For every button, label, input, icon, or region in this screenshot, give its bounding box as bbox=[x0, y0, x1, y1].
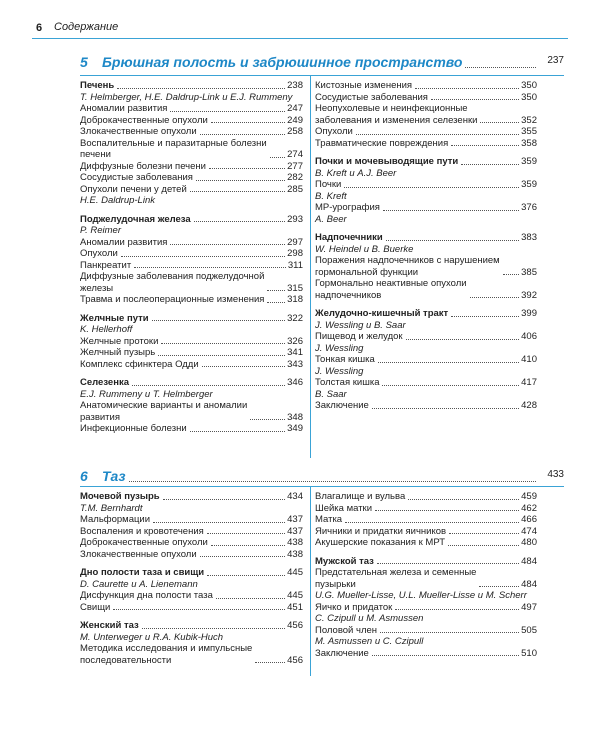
toc-entry-page: 352 bbox=[521, 114, 537, 126]
toc-entry-title: Заключение bbox=[315, 647, 369, 659]
toc-entry[interactable] bbox=[80, 237, 303, 249]
toc-entry[interactable] bbox=[80, 400, 303, 423]
toc-entry-title: Свищи bbox=[80, 601, 111, 613]
toc-entry-title: Инфекционные болезни bbox=[80, 423, 187, 434]
leader-dots bbox=[207, 533, 285, 534]
toc-entry-title: Дисфункция дна полости таза bbox=[80, 590, 213, 601]
toc-entry[interactable] bbox=[80, 126, 303, 138]
page-number: 6 bbox=[36, 22, 43, 34]
toc-entry-page: 484 bbox=[521, 578, 537, 590]
section-heading bbox=[52, 468, 564, 486]
toc-entry[interactable] bbox=[80, 271, 303, 294]
leader-dots bbox=[415, 88, 519, 89]
toc-entry-page: 359 bbox=[521, 156, 537, 167]
toc-entry-title: Анатомические варианты и аномалии развития bbox=[80, 400, 248, 423]
toc-entry[interactable] bbox=[80, 138, 303, 161]
toc-entry-page: 451 bbox=[287, 601, 303, 613]
toc-entry-page: 277 bbox=[287, 160, 303, 172]
leader-dots bbox=[161, 343, 285, 344]
toc-entry-title: Доброкачественные опухоли bbox=[80, 537, 208, 548]
spacer bbox=[315, 149, 537, 156]
toc-entry-page: 315 bbox=[287, 282, 303, 294]
toc-entry[interactable] bbox=[315, 377, 537, 389]
toc-entry-page: 462 bbox=[521, 502, 537, 514]
leader-dots bbox=[255, 662, 285, 663]
toc-chapter-entry[interactable] bbox=[80, 80, 303, 92]
toc-entry[interactable] bbox=[80, 549, 303, 561]
leader-dots bbox=[406, 339, 520, 340]
toc-entry-title: Заключение bbox=[315, 400, 369, 411]
leader-dots bbox=[372, 408, 519, 409]
toc-entry[interactable] bbox=[80, 359, 303, 371]
toc-entry-page: 445 bbox=[287, 567, 303, 578]
leader-dots bbox=[121, 256, 285, 257]
leader-dots bbox=[451, 145, 519, 146]
toc-entry[interactable] bbox=[315, 255, 537, 278]
toc-entry[interactable] bbox=[315, 126, 537, 138]
leader-dots bbox=[448, 545, 519, 546]
leader-dots bbox=[480, 122, 519, 123]
toc-chapter-entry[interactable] bbox=[80, 491, 303, 503]
toc-entry-page: 343 bbox=[287, 358, 303, 370]
toc-entry-page: 358 bbox=[521, 137, 537, 149]
toc-entry-page: 274 bbox=[287, 149, 303, 160]
toc-entry-title: Селезенка bbox=[80, 377, 129, 388]
toc-column-left bbox=[80, 80, 303, 435]
toc-chapter-entry[interactable] bbox=[315, 232, 537, 244]
toc-entry-title: Злокачественные опухоли bbox=[80, 548, 197, 560]
toc-column-right bbox=[315, 80, 537, 412]
running-title: Содержание bbox=[54, 21, 119, 33]
toc-entry-title: Панкреатит bbox=[80, 259, 132, 271]
toc-entry[interactable] bbox=[315, 92, 537, 104]
toc-entry-page: 348 bbox=[287, 411, 303, 423]
toc-entry[interactable] bbox=[80, 526, 303, 538]
leader-dots bbox=[196, 180, 285, 181]
leader-dots bbox=[470, 297, 520, 298]
toc-entry[interactable] bbox=[80, 347, 303, 359]
toc-entry-page: 341 bbox=[287, 347, 303, 358]
leader-dots bbox=[383, 210, 519, 211]
toc-column-left bbox=[80, 491, 303, 666]
leader-dots bbox=[216, 598, 285, 599]
toc-entry-page: 437 bbox=[287, 514, 303, 525]
leader-dots bbox=[194, 221, 285, 222]
spacer bbox=[80, 613, 303, 620]
toc-entry-page: 285 bbox=[287, 183, 303, 195]
column-divider bbox=[310, 75, 311, 458]
toc-entry-title: Воспалительные и паразитарные болезни печени bbox=[80, 137, 267, 160]
toc-entry-page: 350 bbox=[521, 80, 537, 91]
toc-entry[interactable] bbox=[315, 202, 537, 214]
toc-authors: C. Czipull и M. Asmussen bbox=[315, 613, 424, 624]
toc-entry-title: Мужской таз bbox=[315, 555, 374, 567]
toc-entry-title: Доброкачественные опухоли bbox=[80, 114, 208, 126]
leader-dots bbox=[375, 510, 519, 511]
toc-entry-page: 298 bbox=[287, 248, 303, 259]
toc-entry-page: 249 bbox=[287, 114, 303, 126]
leader-dots bbox=[451, 316, 519, 317]
toc-entry-title: Дно полости таза и свищи bbox=[80, 567, 205, 578]
toc-entry[interactable] bbox=[315, 648, 537, 660]
toc-authors: U.G. Mueller-Lisse, U.L. Mueller-Lisse и M. Scherr bbox=[315, 590, 527, 601]
toc-entry-title: Желчные протоки bbox=[80, 335, 159, 347]
spacer bbox=[80, 370, 303, 377]
toc-entry[interactable] bbox=[80, 115, 303, 127]
leader-dots bbox=[345, 522, 519, 523]
toc-entry[interactable] bbox=[315, 602, 537, 614]
leader-dots bbox=[202, 366, 285, 367]
leader-dots bbox=[270, 157, 285, 158]
toc-entry-page: 510 bbox=[521, 647, 537, 659]
leader-dots bbox=[102, 481, 536, 482]
toc-chapter-entry[interactable] bbox=[315, 308, 537, 320]
toc-chapter-entry[interactable] bbox=[80, 567, 303, 579]
toc-entry-page: 484 bbox=[521, 555, 537, 567]
toc-entry-title: Предстательная железа и семенные пузырьки bbox=[315, 567, 477, 590]
toc-entry-page: 293 bbox=[287, 213, 303, 225]
leader-dots bbox=[449, 533, 519, 534]
toc-entry-title: Комплекс сфинктера Одди bbox=[80, 358, 199, 370]
toc-entry-title: Пищевод и желудок bbox=[315, 331, 403, 342]
toc-entry[interactable] bbox=[80, 336, 303, 348]
leader-dots bbox=[152, 320, 286, 321]
toc-entry-title: Печень bbox=[80, 80, 115, 91]
toc-entry-page: 456 bbox=[287, 620, 303, 631]
toc-authors: E.J. Rummeny и T. Helmberger bbox=[80, 388, 213, 400]
leader-dots bbox=[211, 122, 285, 123]
leader-dots bbox=[190, 191, 285, 192]
toc-authors: M. Unterweger и R.A. Kubik-Huch bbox=[80, 631, 224, 643]
toc-entry-page: 247 bbox=[287, 103, 303, 114]
toc-authors: D. Caurette и A. Lienemann bbox=[80, 578, 198, 590]
toc-entry[interactable] bbox=[80, 602, 303, 614]
toc-entry-page: 322 bbox=[287, 312, 303, 324]
toc-entry-title: Почки bbox=[315, 179, 342, 190]
toc-chapter-entry[interactable] bbox=[315, 556, 537, 568]
section-page: 433 bbox=[547, 469, 564, 480]
toc-entry-title: Злокачественные опухоли bbox=[80, 126, 197, 137]
toc-entry-page: 385 bbox=[521, 266, 537, 278]
toc-entry-page: 383 bbox=[521, 232, 537, 243]
leader-dots bbox=[356, 134, 519, 135]
toc-chapter-entry[interactable] bbox=[80, 214, 303, 226]
toc-entry-title: Мальформации bbox=[80, 514, 151, 525]
toc-entry-title: Сосудистые заболевания bbox=[80, 172, 193, 183]
toc-entry[interactable] bbox=[80, 103, 303, 115]
leader-dots bbox=[113, 609, 285, 610]
toc-authors: W. Heindel и B. Buerke bbox=[315, 243, 414, 255]
toc-entry[interactable] bbox=[80, 161, 303, 173]
toc-entry[interactable] bbox=[80, 248, 303, 260]
toc-entry-page: 282 bbox=[287, 172, 303, 183]
leader-dots bbox=[163, 499, 285, 500]
toc-entry-page: 238 bbox=[287, 80, 303, 91]
toc-entry-title: МР-урография bbox=[315, 202, 380, 213]
toc-authors: J. Wessling bbox=[315, 365, 364, 377]
leader-dots bbox=[250, 419, 285, 420]
spacer bbox=[80, 560, 303, 567]
toc-entry-title: Гормонально неактивные опухоли надпочечников bbox=[315, 278, 467, 301]
leader-dots bbox=[170, 111, 285, 112]
toc-entry[interactable] bbox=[80, 643, 303, 666]
toc-entry-title: Тонкая кишка bbox=[315, 354, 375, 365]
toc-authors: B. Saar bbox=[315, 388, 347, 400]
leader-dots bbox=[117, 88, 285, 89]
toc-entry-title: Поджелудочная железа bbox=[80, 213, 191, 225]
leader-dots bbox=[170, 244, 285, 245]
leader-dots bbox=[209, 168, 285, 169]
toc-entry[interactable] bbox=[315, 537, 537, 549]
toc-entry-title: Шейка матки bbox=[315, 502, 373, 514]
toc-entry-page: 445 bbox=[287, 590, 303, 601]
toc-entry[interactable] bbox=[315, 331, 537, 343]
toc-entry[interactable] bbox=[315, 625, 537, 637]
toc-entry-title: Почки и мочевыводящие пути bbox=[315, 156, 459, 167]
toc-entry-title: Влагалище и вульва bbox=[315, 491, 406, 502]
toc-entry[interactable] bbox=[315, 491, 537, 503]
toc-entry-page: 258 bbox=[287, 126, 303, 137]
toc-entry-title: Желудочно-кишечный тракт bbox=[315, 308, 449, 319]
toc-entry-page: 355 bbox=[521, 126, 537, 137]
leader-dots bbox=[344, 187, 519, 188]
toc-entry-title: Желчные пути bbox=[80, 312, 149, 324]
toc-authors: M. Asmussen и C. Czipull bbox=[315, 636, 424, 647]
toc-entry[interactable] bbox=[80, 172, 303, 184]
toc-entry-page: 318 bbox=[287, 294, 303, 305]
toc-entry[interactable] bbox=[315, 354, 537, 366]
toc-authors: B. Kreft и A.J. Beer bbox=[315, 167, 397, 179]
section-title: Таз bbox=[102, 468, 128, 484]
toc-entry-page: 438 bbox=[287, 537, 303, 548]
toc-entry[interactable] bbox=[315, 179, 537, 191]
toc-entry[interactable] bbox=[315, 514, 537, 526]
toc-entry-page: 438 bbox=[287, 548, 303, 560]
leader-dots bbox=[386, 240, 519, 241]
section-number: 6 bbox=[80, 468, 88, 484]
toc-entry-page: 410 bbox=[521, 354, 537, 365]
section-rule bbox=[80, 486, 564, 487]
toc-entry-title: Аномалии развития bbox=[80, 103, 168, 114]
toc-entry-page: 474 bbox=[521, 525, 537, 537]
toc-entry-page: 434 bbox=[287, 491, 303, 502]
toc-entry[interactable] bbox=[315, 103, 537, 126]
toc-entry[interactable] bbox=[315, 526, 537, 538]
toc-authors: A. Beer bbox=[315, 213, 347, 225]
leader-dots bbox=[382, 385, 519, 386]
section-rule bbox=[80, 75, 564, 76]
toc-entry-title: Опухоли bbox=[315, 126, 353, 137]
leader-dots bbox=[158, 355, 285, 356]
toc-entry-title: Травма и послеоперационные изменения bbox=[80, 294, 265, 305]
leader-dots bbox=[378, 362, 519, 363]
toc-entry[interactable] bbox=[315, 278, 537, 301]
leader-dots bbox=[461, 164, 519, 165]
toc-entry[interactable] bbox=[80, 294, 303, 306]
toc-entry-title: Мочевой пузырь bbox=[80, 491, 160, 502]
leader-dots bbox=[503, 274, 519, 275]
toc-entry[interactable] bbox=[315, 503, 537, 515]
toc-authors: B. Kreft bbox=[315, 190, 347, 202]
toc-entry-title: Яичко и придаток bbox=[315, 601, 393, 613]
leader-dots bbox=[395, 609, 519, 610]
spacer bbox=[315, 549, 537, 556]
page-header bbox=[0, 0, 600, 40]
leader-dots bbox=[267, 302, 285, 303]
leader-dots bbox=[200, 556, 285, 557]
section-title: Брюшная полость и забрюшинное пространство bbox=[102, 54, 465, 70]
toc-entry-page: 311 bbox=[287, 259, 303, 271]
toc-chapter-entry[interactable] bbox=[80, 620, 303, 632]
toc-entry-title: Сосудистые заболевания bbox=[315, 91, 428, 103]
leader-dots bbox=[408, 499, 519, 500]
leader-dots bbox=[207, 575, 285, 576]
toc-chapter-entry[interactable] bbox=[315, 156, 537, 168]
toc-entry[interactable] bbox=[315, 80, 537, 92]
toc-entry-page: 428 bbox=[521, 400, 537, 411]
toc-entry-title: Травматические повреждения bbox=[315, 137, 449, 149]
toc-entry-title: Матка bbox=[315, 514, 343, 525]
toc-entry-page: 376 bbox=[521, 202, 537, 213]
leader-dots bbox=[377, 563, 519, 564]
leader-dots bbox=[267, 290, 285, 291]
toc-authors: T.M. Bernhardt bbox=[80, 502, 143, 514]
section-heading bbox=[52, 54, 564, 72]
toc-entry-page: 505 bbox=[521, 624, 537, 636]
section-number: 5 bbox=[80, 54, 88, 70]
toc-entry-page: 417 bbox=[521, 377, 537, 388]
header-rule bbox=[32, 38, 568, 39]
toc-entry-page: 350 bbox=[521, 91, 537, 103]
toc-entry-page: 480 bbox=[521, 537, 537, 548]
toc-entry-title: Неопухолевые и неинфекционные заболевания и изменения селезенки bbox=[315, 103, 478, 126]
toc-entry-title: Опухоли печени у детей bbox=[80, 183, 187, 195]
toc-entry-title: Методика исследования и импульсные последовательности bbox=[80, 643, 253, 666]
toc-entry[interactable] bbox=[315, 138, 537, 150]
leader-dots bbox=[211, 545, 285, 546]
toc-authors: T. Helmberger, H.E. Daldrup-Link и E.J. Rummeny bbox=[80, 91, 293, 103]
column-divider bbox=[310, 486, 311, 676]
toc-entry-page: 406 bbox=[521, 331, 537, 342]
toc-entry[interactable] bbox=[315, 400, 537, 412]
toc-entry[interactable] bbox=[80, 184, 303, 196]
toc-entry-title: Диффузные заболевания поджелудочной железы bbox=[80, 271, 265, 294]
toc-entry-page: 456 bbox=[287, 654, 303, 666]
section-page: 237 bbox=[547, 55, 564, 66]
toc-entry-title: Надпочечники bbox=[315, 232, 383, 243]
toc-entry-title: Толстая кишка bbox=[315, 377, 380, 388]
toc-authors: J. Wessling и B. Saar bbox=[315, 319, 406, 331]
spacer bbox=[80, 306, 303, 313]
toc-entry-title: Яичники и придатки яичников bbox=[315, 525, 447, 537]
toc-entry[interactable] bbox=[80, 423, 303, 435]
toc-entry-page: 399 bbox=[521, 308, 537, 319]
spacer bbox=[80, 207, 303, 214]
leader-dots bbox=[142, 628, 285, 629]
toc-entry-page: 349 bbox=[287, 423, 303, 434]
toc-entry-page: 326 bbox=[287, 335, 303, 347]
toc-entry-page: 346 bbox=[287, 377, 303, 388]
leader-dots bbox=[372, 655, 519, 656]
leader-dots bbox=[190, 431, 285, 432]
toc-entry-page: 297 bbox=[287, 236, 303, 248]
toc-entry-title: Аномалии развития bbox=[80, 236, 168, 248]
spacer bbox=[315, 225, 537, 232]
toc-entry-title: Кистозные изменения bbox=[315, 80, 413, 91]
toc-entry-page: 497 bbox=[521, 601, 537, 613]
toc-entry[interactable] bbox=[80, 537, 303, 549]
toc-chapter-entry[interactable] bbox=[80, 313, 303, 325]
toc-chapter-entry[interactable] bbox=[80, 377, 303, 389]
toc-entry[interactable] bbox=[80, 514, 303, 526]
leader-dots bbox=[380, 632, 519, 633]
leader-dots bbox=[153, 522, 285, 523]
toc-entry-page: 459 bbox=[521, 491, 537, 502]
leader-dots bbox=[479, 586, 519, 587]
toc-entry-title: Опухоли bbox=[80, 248, 118, 259]
toc-authors: P. Reimer bbox=[80, 225, 122, 236]
toc-entry-page: 359 bbox=[521, 179, 537, 190]
toc-authors: K. Hellerhoff bbox=[80, 324, 133, 335]
leader-dots bbox=[200, 134, 285, 135]
toc-entry-title: Поражения надпочечников с нарушением гормональной функции bbox=[315, 255, 500, 278]
toc-column-right bbox=[315, 491, 537, 659]
toc-entry-title: Акушерские показания к МРТ bbox=[315, 537, 446, 548]
toc-entry-title: Желчный пузырь bbox=[80, 347, 156, 358]
spacer bbox=[315, 301, 537, 308]
toc-entry-page: 466 bbox=[521, 514, 537, 525]
leader-dots bbox=[134, 267, 286, 268]
toc-entry-title: Диффузные болезни печени bbox=[80, 160, 206, 172]
toc-authors: H.E. Daldrup-Link bbox=[80, 195, 155, 206]
toc-entry-title: Женский таз bbox=[80, 620, 139, 631]
toc-entry-page: 392 bbox=[521, 289, 537, 301]
toc-entry-page: 437 bbox=[287, 525, 303, 537]
toc-entry[interactable] bbox=[315, 567, 537, 590]
leader-dots bbox=[132, 385, 285, 386]
toc-entry[interactable] bbox=[80, 590, 303, 602]
toc-entry[interactable] bbox=[80, 260, 303, 272]
toc-entry-title: Воспаления и кровотечения bbox=[80, 525, 204, 537]
leader-dots bbox=[431, 99, 519, 100]
toc-entry-title: Половой член bbox=[315, 624, 378, 636]
toc-authors: J. Wessling bbox=[315, 342, 364, 354]
